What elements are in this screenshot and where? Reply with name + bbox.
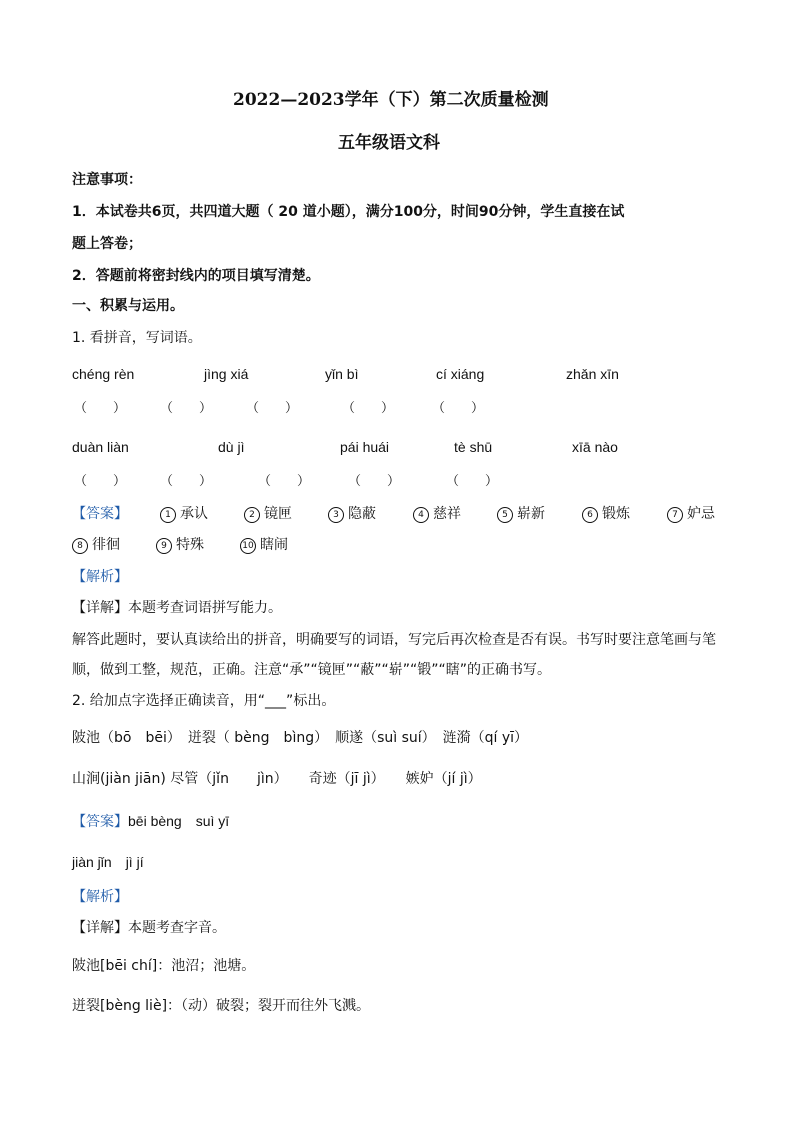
answer-item: 8 徘徊 — [72, 537, 120, 554]
answer-item: 3 隐蔽 — [328, 506, 376, 523]
pinyin-2: jìng xiá — [204, 366, 249, 382]
answer-blank[interactable]: （ ） — [160, 400, 213, 415]
answer-blank[interactable]: （ ） — [246, 400, 299, 415]
section-heading: 一、积累与运用。 — [72, 298, 184, 314]
answer-item: 1 承认 — [160, 506, 208, 523]
detail-text: 【详解】本题考查字音。 — [72, 920, 226, 936]
pinyin-3: yǐn bì — [325, 366, 359, 382]
pinyin-8: pái huái — [340, 439, 390, 455]
answer-tag: 【答案】 — [72, 506, 128, 522]
answer-tag: 【答案】 — [72, 814, 128, 830]
question-2-line-2: 山涧(jiàn jiān) 尽管（jǐn jìn） 奇迹（jī jì） 嫉妒（jí jì） — [72, 771, 482, 787]
exam-subtitle: 五年级语文科 — [338, 133, 440, 153]
answer-blank[interactable]: （ ） — [342, 400, 395, 415]
answer-blank[interactable]: （ ） — [258, 473, 311, 488]
answer-item: 7 妒忌 — [667, 506, 715, 523]
answer-blank[interactable]: （ ） — [74, 473, 127, 488]
answer-text: bēi bèng suì yī — [128, 813, 230, 829]
pinyin-7: dù jì — [218, 439, 245, 455]
answer-blank[interactable]: （ ） — [348, 473, 401, 488]
question-2-line-1: 陂池（bō bēi） 迸裂（ bèng bìng） 顺遂（suì suí） 涟漪（qí yī） — [72, 730, 529, 746]
explanation-line: 陂池[bēi chí]：池沼；池塘。 — [72, 958, 256, 974]
answer-item: 6 锻炼 — [582, 506, 630, 523]
notice-heading: 注意事项： — [72, 172, 142, 188]
answer-blank[interactable]: （ ） — [74, 400, 127, 415]
answer-blank[interactable]: （ ） — [446, 473, 499, 488]
explanation-line: 迸裂[bèng liè]：（动）破裂；裂开而往外飞溅。 — [72, 998, 371, 1014]
answer-item: 4 慈祥 — [413, 506, 461, 523]
notice-item-1: 1．本试卷共6页，共四道大题（ 20 道小题），满分100分，时间90分钟，学生直接在试 — [72, 204, 625, 220]
answer-row — [72, 813, 229, 831]
notice-item-1-cont: 题上答卷； — [72, 236, 142, 252]
explanation-line: 顺，做到工整，规范，正确。注意“承”“镜匣”“蔽”“崭”“锻”“瞎”的正确书写。 — [72, 662, 552, 678]
pinyin-5: zhǎn xīn — [566, 366, 619, 382]
answer-item: 2 镜匣 — [244, 506, 292, 523]
pinyin-6: duàn liàn — [72, 439, 129, 455]
answer-item: 9 特殊 — [156, 537, 204, 554]
answer-blank[interactable]: （ ） — [160, 473, 213, 488]
question-1-prompt: 1. 看拼音，写词语。 — [72, 330, 202, 346]
pinyin-10: xīā nào — [572, 439, 618, 455]
explanation-line: 解答此题时，要认真读给出的拼音，明确要写的词语，写完后再次检查是否有误。书写时要注意笔画与笔 — [72, 632, 716, 648]
pinyin-4: cí xiáng — [436, 366, 485, 382]
pinyin-9: tè shū — [454, 439, 493, 455]
detail-text: 【详解】本题考查词语拼写能力。 — [72, 600, 282, 616]
analysis-tag: 【解析】 — [72, 569, 128, 585]
answer-text: jiàn jǐn jì jí — [72, 854, 144, 870]
notice-item-2: 2．答题前将密封线内的项目填写清楚。 — [72, 268, 320, 284]
answer-item: 5 崭新 — [497, 506, 545, 523]
answer-item: 10 瞎闹 — [240, 537, 288, 554]
pinyin-1: chéng rèn — [72, 366, 135, 382]
analysis-tag: 【解析】 — [72, 889, 128, 905]
exam-title: 2022—2023学年（下）第二次质量检测 — [233, 90, 549, 110]
answer-blank[interactable]: （ ） — [432, 400, 485, 415]
question-2-prompt: 2. 给加点字选择正确读音，用“___”标出。 — [72, 693, 336, 709]
